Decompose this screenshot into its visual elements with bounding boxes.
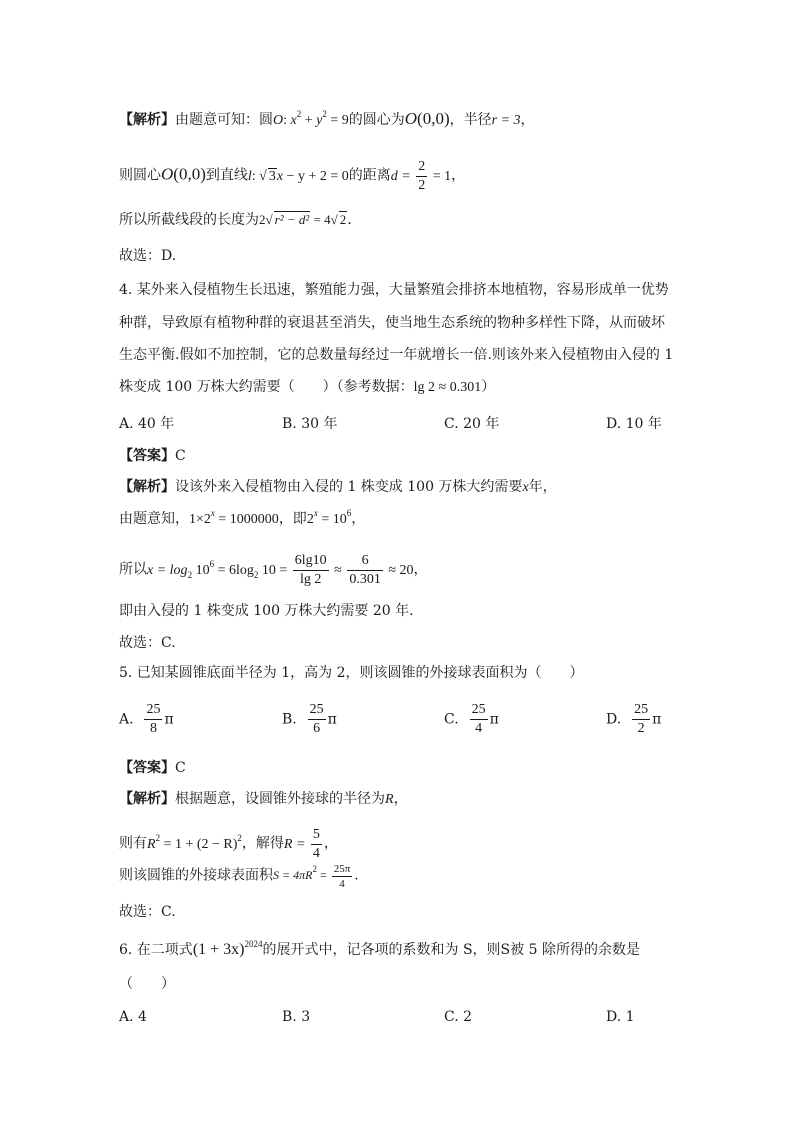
q6-option-a: A. 4: [119, 1009, 147, 1025]
q4-stem-line-4: 株变成 100 万株大约需要（ ）（参考数据：lg 2 ≈ 0.301）: [119, 379, 496, 395]
binomial-expression: $(1 + 3x)^{2024}$: [192, 939, 263, 958]
analysis-label: 【解析】: [119, 112, 175, 128]
q6-option-c: C. 2: [444, 1009, 473, 1025]
q5-solution-line-2: 则有$R^2 = 1 + (2 - R)^2$，解得R = $\frac{5}{4}$ ，: [119, 827, 338, 861]
q4-choice: 故选：C.: [119, 635, 176, 651]
q4-solution-line-4: 即由入侵的 1 株变成 100 万株大约需要 20 年.: [119, 603, 414, 619]
circle-equation: O: $x^2 + y^2 = 9$: [273, 109, 349, 128]
log-computation: $x = \log_2 10^6 = 6\log_2$ 10 = $\frac{6\lg 10}{\lg 2}$ ≈ $\frac{6}{0.301}$ ≈ 20: [147, 553, 414, 587]
q4-option-c: C. 20 年: [444, 416, 500, 432]
q5-option-b: B. $\frac{25}{6}$ π: [282, 702, 337, 736]
line-equation: l: √ 3x − y + 2 = 0: [247, 168, 349, 184]
circle-center-2: O(0,0): [161, 164, 206, 184]
q6-stem-line-1: 6. 在二项式$(1 + 3x)^{2024}$的展开式中，记各项的系数和为 S，则S被 5 除所得的余数是: [119, 939, 640, 958]
power-equation: $2^x = 10^6$: [306, 508, 352, 527]
q4-solution-line-3: 所以$x = \log_2 10^6 = 6\log_2$ 10 = $\frac{6\lg 10}{\lg 2}$ ≈ $\frac{6}{0.301}$ ≈ 20，: [119, 553, 428, 587]
q4-answer: 【答案】C: [119, 448, 186, 464]
q6-stem-line-2: （ ）: [119, 976, 175, 992]
sphere-equation: $R^2 = 1 + (2 - R)^2$: [147, 832, 242, 852]
q4-stem-line-3: 生态平衡.假如不加控制，它的总数量每经过一年就增长一倍.则该外来入侵植物由入侵的 1: [119, 347, 674, 363]
q5-answer: 【答案】C: [119, 760, 186, 776]
reference-data: lg 2 ≈ 0.301: [413, 380, 482, 395]
distance-value: d = $\frac{2}{2}$ = 1: [390, 159, 452, 193]
q4-stem-line-1: 4. 某外来入侵植物生长迅速，繁殖能力强，大量繁殖会排挤本地植物，容易形成单一优势: [119, 282, 669, 298]
circle-center: O(0,0): [404, 109, 450, 128]
q4-solution-line-2: 由题意知，$1\times 2^x = 1000000$，即$2^x = 10^6$，: [119, 508, 366, 527]
q4-option-a: A. 40 年: [119, 416, 175, 432]
chord-length: 2√ r² − d² = 4√ 2: [259, 212, 347, 227]
q4-solution-line-1: 【解析】设该外来入侵植物由入侵的 1 株变成 100 万株大约需要x年，: [119, 479, 557, 495]
q4-option-d: D. 10 年: [606, 416, 662, 432]
q5-solution-line-1: 【解析】根据题意，设圆锥外接球的半径为R，: [119, 791, 408, 807]
q5-option-d: D. $\frac{25}{2}$ π: [606, 702, 662, 736]
q6-option-b: B. 3: [282, 1009, 311, 1025]
radius-result: R = $\frac{5}{4}$: [283, 827, 320, 861]
q5-choice: 故选：C.: [119, 904, 176, 920]
q5-stem: 5. 已知某圆锥底面半径为 1，高为 2，则该圆锥的外接球表面积为（ ）: [119, 665, 584, 681]
growth-equation: $1\times 2^x = 1000000$: [189, 508, 279, 527]
surface-area: $S = 4\pi R^2$ = $\frac{25\pi}{4}$: [273, 863, 351, 890]
radius-value: r = 3: [491, 113, 521, 128]
distance-fraction: $\frac{2}{2}$: [418, 159, 426, 193]
q3-solution-line-3: 所以所截线段的长度为2√ r² − d² = 4√ 2.: [119, 212, 352, 228]
q4-stem-line-2: 种群，导致原有植物种群的衰退甚至消失，使当地生态系统的物种多样性下降，从而破坏: [119, 315, 665, 331]
q5-option-c: C. $\frac{25}{4}$ π: [444, 702, 499, 736]
q3-solution-line-1: 【解析】由题意可知：圆O: $x^2 + y^2 = 9$的圆心为O(0,0)，半径r = 3，: [119, 109, 535, 128]
q3-choice: 故选：D.: [119, 248, 177, 264]
q6-option-d: D. 1: [606, 1009, 635, 1025]
q5-option-a: A. $\frac{25}{8}$ π: [119, 702, 174, 736]
q3-solution-line-2: 则圆心O(0,0)到直线l: √ 3x − y + 2 = 0的距离d = $\frac{2}{2}$ = 1，: [119, 159, 466, 193]
q5-solution-line-3: 则该圆锥的外接球表面积$S = 4\pi R^2$ = $\frac{25\pi}{4}$ .: [119, 863, 359, 890]
q4-option-b: B. 30 年: [282, 416, 338, 432]
